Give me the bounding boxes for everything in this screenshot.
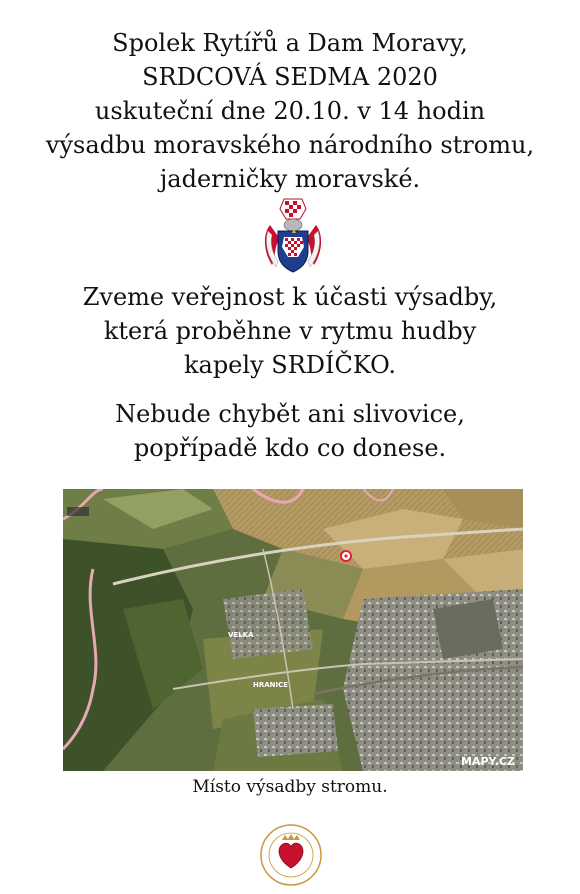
- intro-line: SRDCOVÁ SEDMA 2020: [142, 63, 438, 91]
- invite-line: kapely SRDÍČKO.: [183, 351, 397, 379]
- mapy-logo: MAPY.CZ: [461, 755, 515, 768]
- intro-line: výsadbu moravského národního stromu,: [45, 131, 535, 159]
- moravian-coat-of-arms-icon: [262, 195, 324, 275]
- map-control[interactable]: [67, 507, 89, 516]
- intro-line: jaderničky moravské.: [159, 165, 421, 193]
- refreshment-text: [0, 397, 580, 465]
- slivovice-line: Nebude chybět ani slivovice,: [115, 400, 465, 428]
- invite-line: která proběhne v rytmu hudby: [103, 317, 477, 345]
- location-marker-icon: [341, 551, 351, 561]
- map-label-village: HRANICE: [253, 681, 289, 689]
- announcement-text: [0, 26, 580, 196]
- map-label-village: VELKÁ: [228, 631, 254, 639]
- intro-line: Spolek Rytířů a Dam Moravy,: [112, 29, 468, 57]
- heart-seal-icon: [258, 822, 324, 888]
- aerial-map: [63, 489, 523, 771]
- invitation-text: [0, 280, 580, 382]
- intro-line: uskuteční dne 20.10. v 14 hodin: [94, 97, 486, 125]
- invite-line: Zveme veřejnost k účasti výsadby,: [82, 283, 498, 311]
- slivovice-line: popřípadě kdo co donese.: [133, 434, 447, 462]
- map-caption: Místo výsadby stromu.: [192, 777, 388, 797]
